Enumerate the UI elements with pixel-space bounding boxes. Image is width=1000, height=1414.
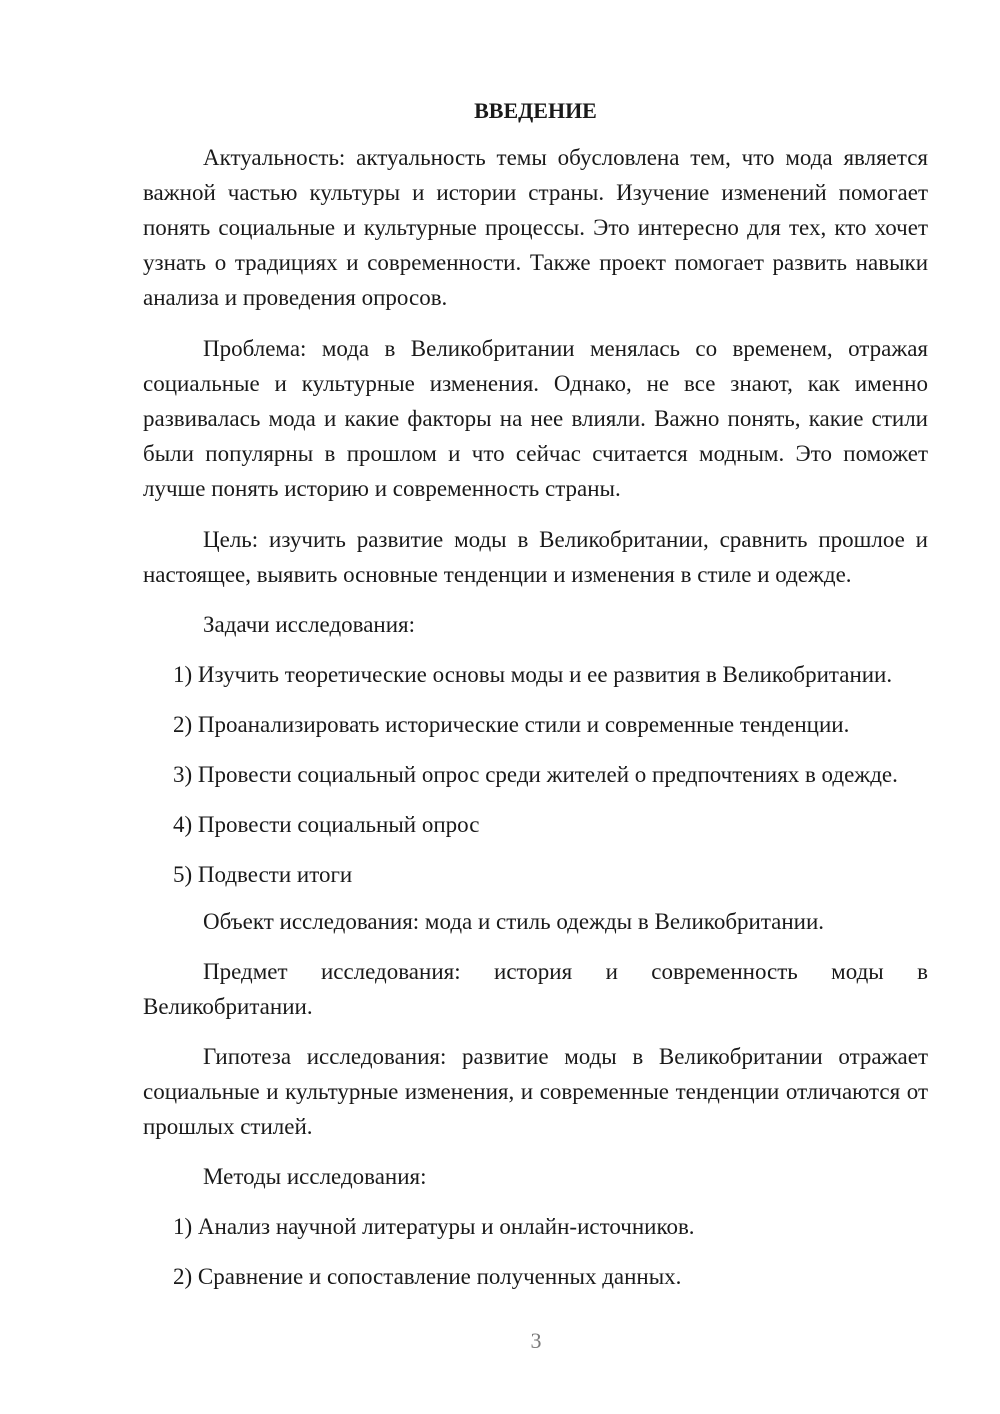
method-item: 2) Сравнение и сопоставление полученных данных. [173, 1264, 682, 1289]
page-content [143, 93, 928, 1294]
task-item: 5) Подвести итоги [173, 862, 353, 887]
section-title: ВВЕДЕНИЕ [474, 98, 597, 123]
goal-paragraph: Цель: изучить развитие моды в Великобритании, сравнить прошлое и настоящее, выявить основные тенденции и изменения в стиле и одежде. [143, 527, 928, 587]
hypothesis-paragraph: Гипотеза исследования: развитие моды в Великобритании отражает социальные и культурные изменения, и современные тенденции отличаются от прошлых стилей. [143, 1044, 928, 1139]
task-item: 1) Изучить теоретические основы моды и ее развития в Великобритании. [173, 662, 893, 687]
object-paragraph: Объект исследования: мода и стиль одежды в Великобритании. [203, 909, 825, 934]
task-item: 2) Проанализировать исторические стили и современные тенденции. [173, 712, 850, 737]
task-item: 3) Провести социальный опрос среди жителей о предпочтениях в одежде. [173, 762, 898, 787]
problem-paragraph: Проблема: мода в Великобритании менялась со временем, отражая социальные и культурные изменения. Однако, не все знают, как именно развивалась мода и какие факторы на нее влияли. Важно понять, какие стили были популярны в прошлом и что сейчас считается модным. Это поможет лучше понять историю и современность страны. [143, 336, 928, 501]
task-item: 4) Провести социальный опрос [173, 812, 480, 837]
subject-paragraph: Предмет исследования: история и современность моды в Великобритании. [143, 959, 928, 1019]
tasks-heading: Задачи исследования: [203, 612, 416, 637]
page-number: 3 [530, 1328, 542, 1353]
relevance-paragraph: Актуальность: актуальность темы обусловлена тем, что мода является важной частью культуры и истории страны. Изучение изменений помогает понять социальные и культурные процессы. Это интересно для тех, кто хочет узнать о традициях и современности. Также проект помогает развить навыки анализа и проведения опросов. [143, 145, 928, 310]
methods-heading: Методы исследования: [203, 1164, 427, 1189]
method-item: 1) Анализ научной литературы и онлайн-источников. [173, 1214, 695, 1239]
